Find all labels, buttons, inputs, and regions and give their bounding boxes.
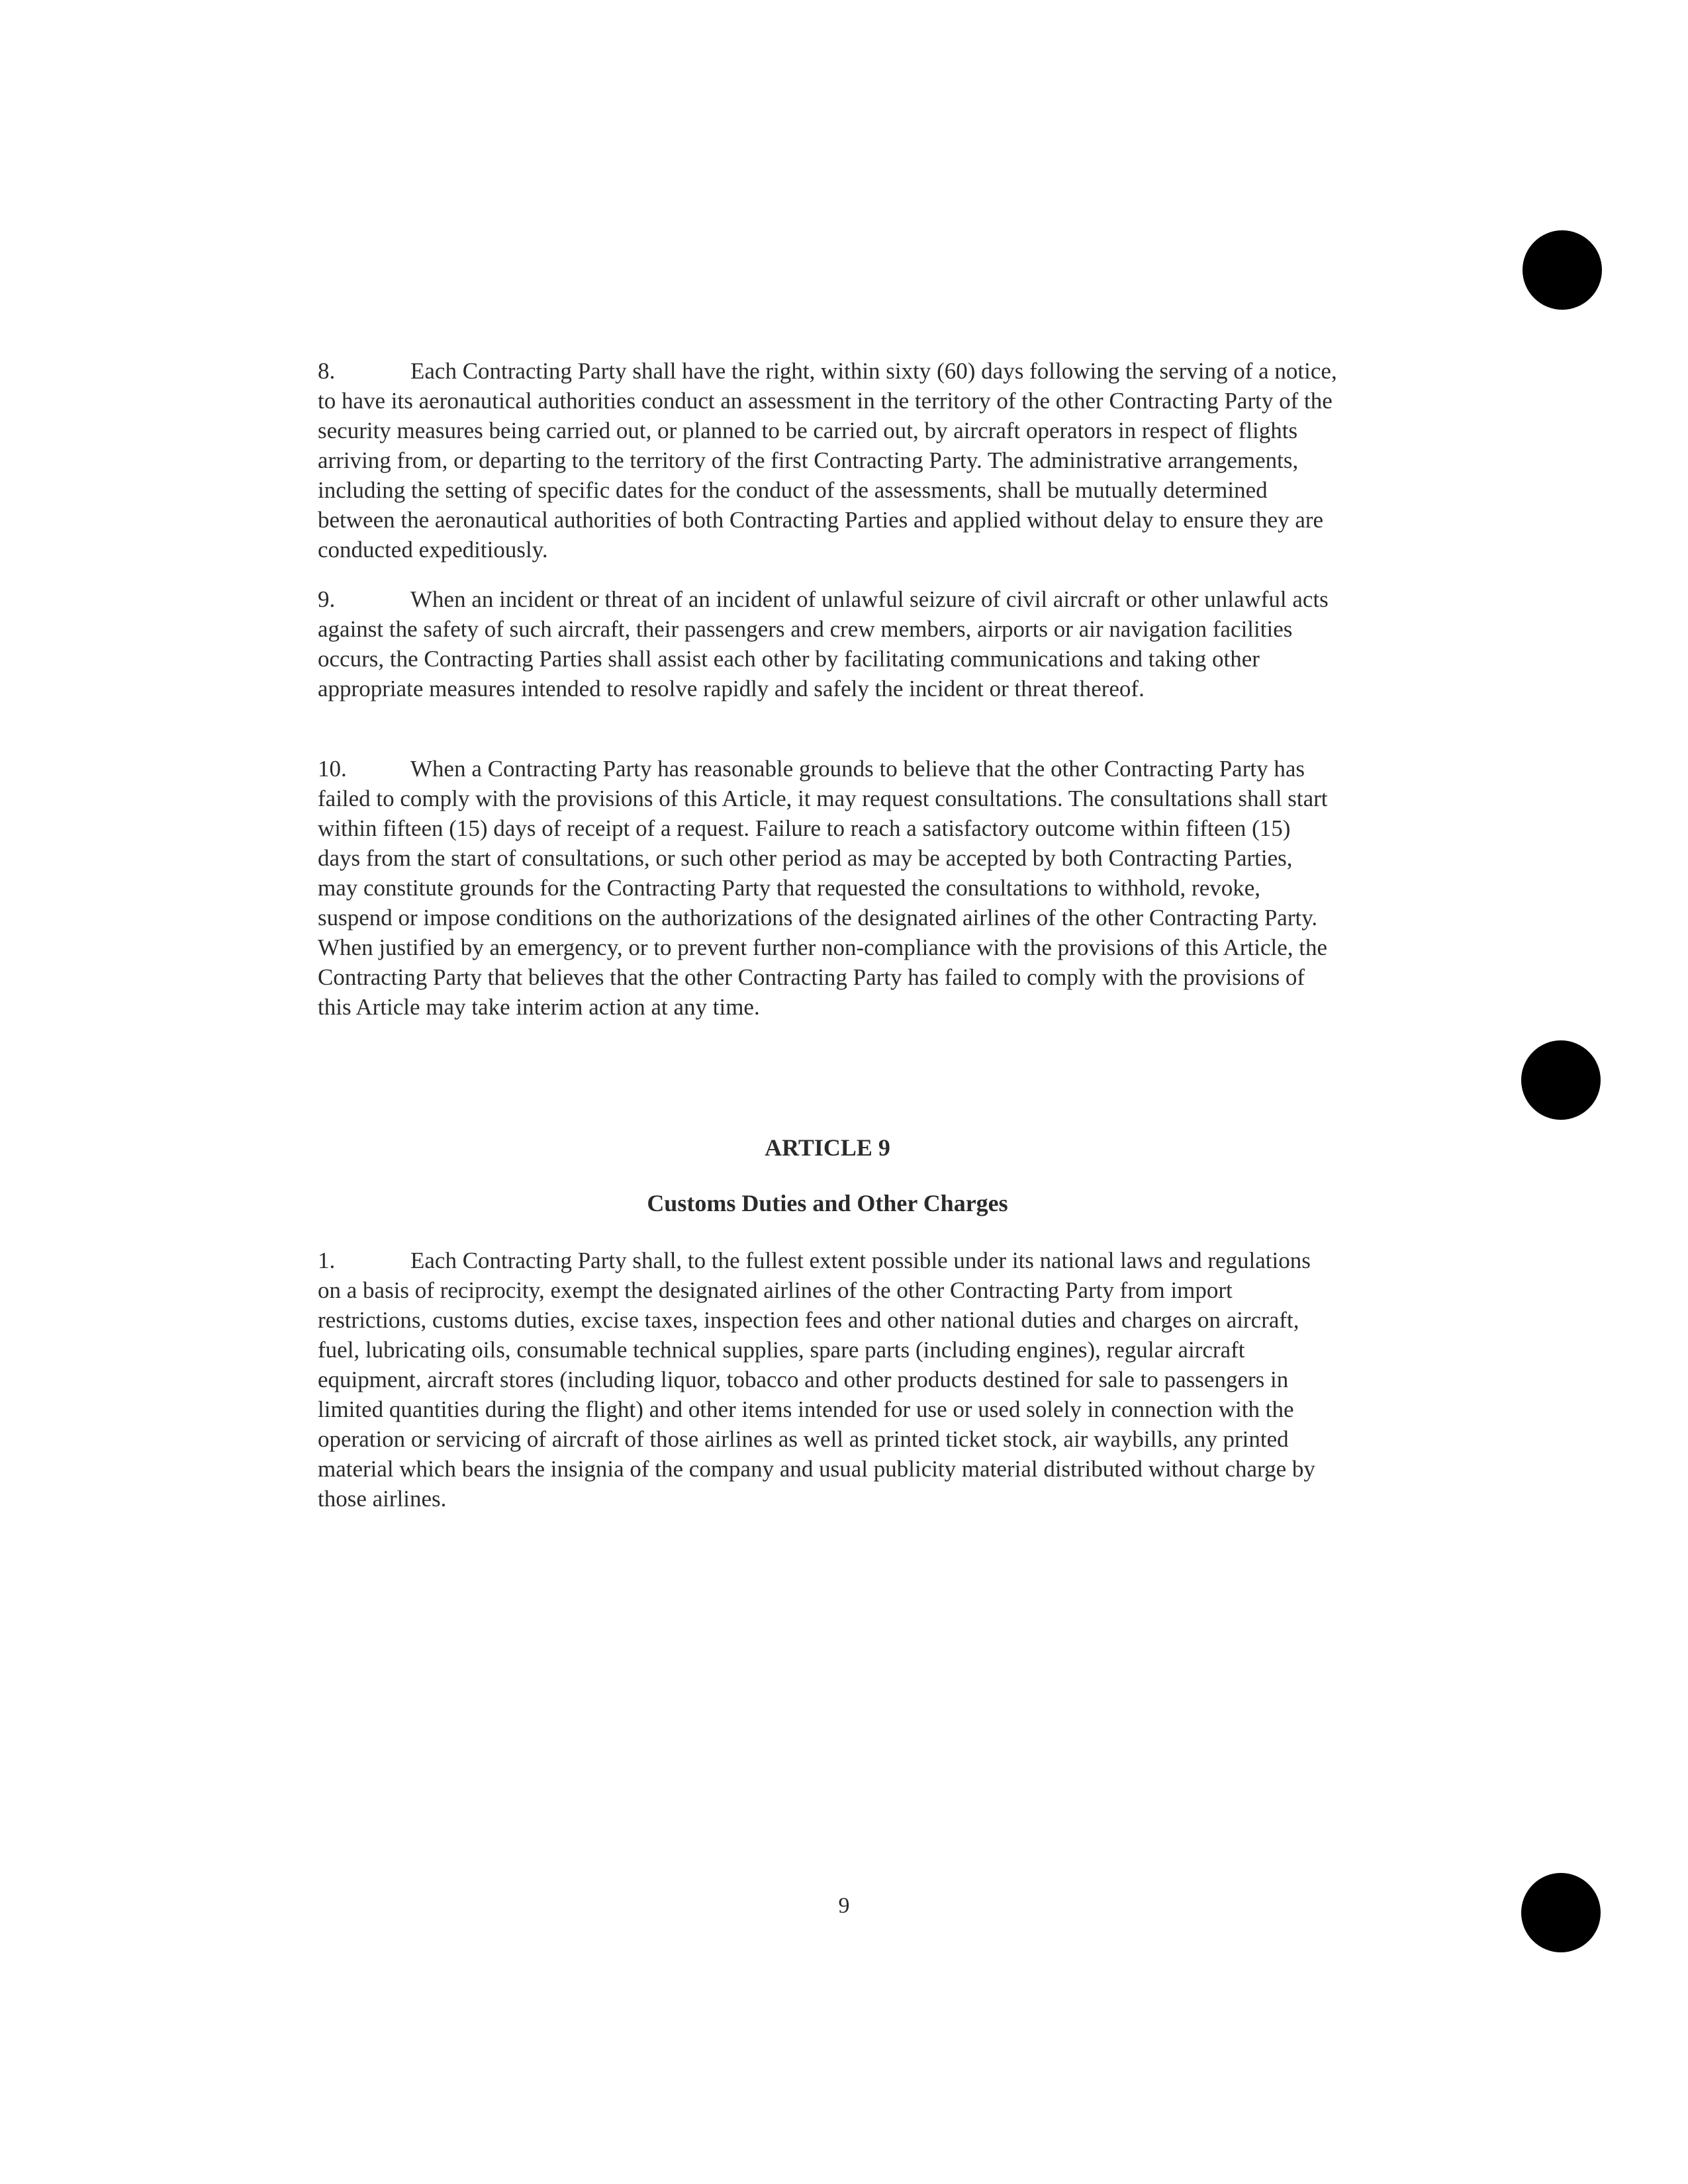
article-9-paragraph-1-text: Each Contracting Party shall, to the fullest extent possible under its national laws and regulations on a basis of reciprocity, exempt the designated airlines of the other Contracting Party from import restrictions, customs duties, excise taxes, inspection fees and other national duties and charges on aircraft, fuel, lubricating oils, consumable technical supplies, spare parts (including engines), regular aircraft equipment, aircraft stores (including liquor, tobacco and other products destined for sale to passengers in limited quantities during the flight) and other items intended for use or used solely in connection with the operation or servicing of aircraft of those airlines as well as printed ticket stock, air waybills, any printed material which bears the insignia of the company and usual publicity material distributed without charge by those airlines. xyxy=(318,1248,1315,1512)
article-heading: ARTICLE 9 xyxy=(765,1134,890,1161)
paragraph-8-number: 8. xyxy=(318,358,336,384)
paragraph-9 xyxy=(318,584,1337,704)
article-9-paragraph-1 xyxy=(318,1246,1337,1514)
article-subheading: Customs Duties and Other Charges xyxy=(647,1190,1008,1216)
paragraph-9-text: When an incident or threat of an incident of unlawful seizure of civil aircraft or other unlawful acts against the safety of such aircraft, their passengers and crew members, airports or air navigation facilities occurs, the Contracting Parties shall assist each other by facilitating communications and taking other appropriate measures intended to resolve rapidly and safely the incident or threat thereof. xyxy=(318,586,1329,702)
paragraph-8-text: Each Contracting Party shall have the right, within sixty (60) days following the serving of a notice, to have its aeronautical authorities conduct an assessment in the territory of the other Contracting Party of the security measures being carried out, or planned to be carried out, by aircraft operators in respect of flights arriving from, or departing to the territory of the first Contracting Party. The administrative arrangements, including the setting of specific dates for the conduct of the assessments, shall be mutually determined between the aeronautical authorities of both Contracting Parties and applied without delay to ensure they are conducted expeditiously. xyxy=(318,358,1337,563)
paragraph-10 xyxy=(318,754,1337,1022)
paragraph-8 xyxy=(318,356,1337,565)
page-number: 9 xyxy=(838,1893,850,1918)
punch-hole-middle xyxy=(1521,1040,1601,1120)
paragraph-9-number: 9. xyxy=(318,586,336,612)
article-9-paragraph-1-number: 1. xyxy=(318,1248,336,1273)
punch-hole-top xyxy=(1523,230,1602,310)
paragraph-10-number: 10. xyxy=(318,756,347,782)
paragraph-10-text: When a Contracting Party has reasonable grounds to believe that the other Contracting Party has failed to comply with the provisions of this Article, it may request consultations. The consultations shall start within fifteen (15) days of receipt of a request. Failure to reach a satisfactory outcome within fifteen (15) days from the start of consultations, or such other period as may be accepted by both Contracting Parties, may constitute grounds for the Contracting Party that requested the consultations to withhold, revoke, suspend or impose conditions on the authorizations of the designated airlines of the other Contracting Party. When justified by an emergency, or to prevent further non-compliance with the provisions of this Article, the Contracting Party that believes that the other Contracting Party has failed to comply with the provisions of this Article may take interim action at any time. xyxy=(318,756,1328,1020)
